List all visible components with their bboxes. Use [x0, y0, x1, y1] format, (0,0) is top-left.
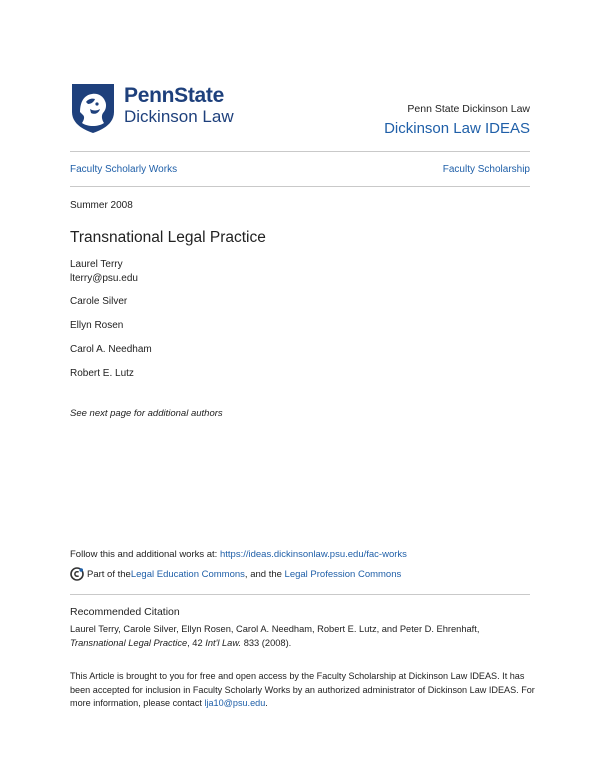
author-name: Carol A. Needham — [70, 344, 152, 355]
citation-text — [70, 622, 540, 650]
repository-link[interactable]: Dickinson Law IDEAS — [384, 120, 530, 137]
publication-date: Summer 2008 — [70, 200, 133, 211]
author-email: lterry@psu.edu — [70, 273, 138, 284]
nav-faculty-scholarly-works-link[interactable]: Faculty Scholarly Works — [70, 164, 178, 175]
author-name: Carole Silver — [70, 296, 128, 307]
author-name: Robert E. Lutz — [70, 368, 134, 379]
part-of-prefix: Part of the — [87, 568, 131, 580]
divider-nav — [70, 186, 530, 187]
follow-prefix: Follow this and additional works at: — [70, 549, 220, 560]
citation-mid: , 42 — [187, 638, 206, 648]
citation-journal: Int'l Law. — [205, 638, 242, 648]
citation-heading: Recommended Citation — [70, 606, 180, 618]
access-notice-end: . — [265, 698, 268, 708]
citation-end: 833 (2008). — [241, 638, 292, 648]
citation-authors: Laurel Terry, Carole Silver, Ellyn Rosen, Carol A. Needham, Robert E. Lutz, and Peter D. Ehrenhaft, — [70, 624, 480, 634]
divider-top — [70, 151, 530, 152]
legal-profession-commons-link[interactable]: Legal Profession Commons — [284, 568, 402, 580]
citation-title: Transnational Legal Practice — [70, 638, 188, 648]
fac-works-url-link[interactable]: https://ideas.dickinsonlaw.psu.edu/fac-works — [219, 549, 407, 560]
access-notice-text: This Article is brought to you for free and open access by the Faculty Scholarship at Dickinson Law IDEAS. It has been accepted for inclusion in Faculty Scholarly Works by an authorized administrator of Dickinson Law IDEAS. For more information, please contact — [70, 671, 535, 708]
divider-citation — [70, 594, 530, 595]
legal-education-commons-link[interactable]: Legal Education Commons — [130, 568, 245, 580]
access-notice — [70, 670, 535, 711]
penn-state-shield-logo-icon — [70, 82, 116, 134]
contact-email-link[interactable]: lja10@psu.edu — [204, 698, 266, 708]
part-of-middle: , and the — [244, 568, 285, 580]
author-name: Laurel Terry — [70, 259, 123, 270]
logo-wordmark-pennstate: PennState — [124, 84, 224, 107]
additional-authors-note: See next page for additional authors — [70, 408, 223, 419]
part-of-line — [70, 567, 401, 581]
follow-line — [70, 549, 407, 560]
article-title: Transnational Legal Practice — [70, 229, 266, 246]
creative-commons-icon — [70, 567, 84, 581]
author-name: Ellyn Rosen — [70, 320, 124, 331]
logo-wordmark-dickinson-law: Dickinson Law — [124, 107, 234, 126]
institution-name: Penn State Dickinson Law — [407, 103, 530, 115]
nav-faculty-scholarship-link[interactable]: Faculty Scholarship — [442, 164, 530, 175]
